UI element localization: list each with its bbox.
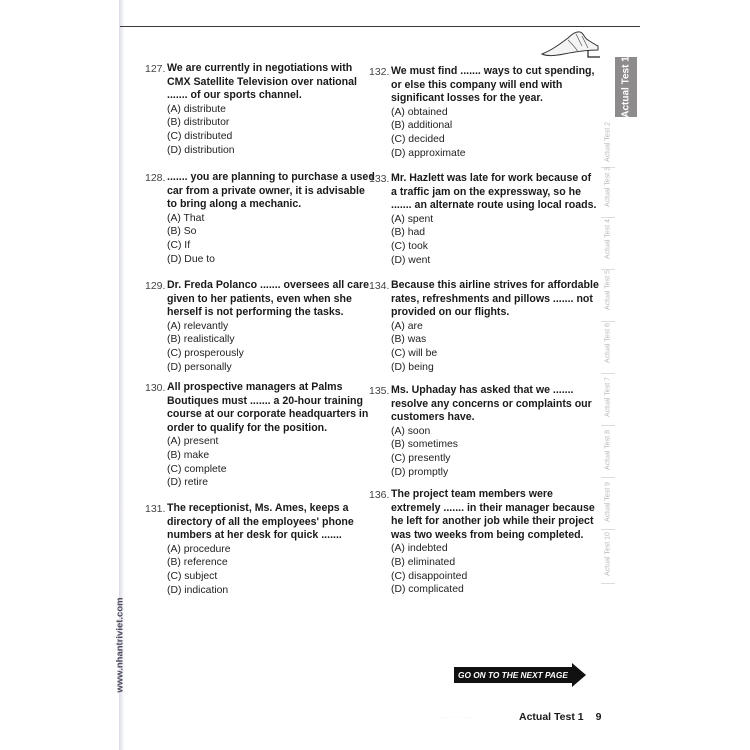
page-number: 9 bbox=[595, 711, 602, 723]
question-text: The project team members were extremely ....... in their manager because he left for another job while their project was two weeks from being completed. bbox=[391, 488, 595, 541]
option-a[interactable]: (A) indebted bbox=[391, 543, 448, 554]
question-134 bbox=[369, 279, 599, 375]
option-c[interactable]: (C) distributed bbox=[167, 131, 233, 143]
option-c[interactable]: (C) decided bbox=[391, 134, 445, 146]
header-rule bbox=[120, 26, 640, 27]
footer-section-title: Actual Test 1 bbox=[519, 711, 584, 723]
arrow-right-icon bbox=[572, 663, 586, 687]
question-135 bbox=[369, 384, 599, 480]
question-number: 136. bbox=[369, 489, 390, 501]
option-d[interactable]: (D) indication bbox=[167, 584, 229, 596]
question-number: 132. bbox=[369, 66, 390, 78]
option-d[interactable]: (D) approximate bbox=[391, 147, 466, 159]
question-127 bbox=[145, 62, 375, 158]
question-text: ....... you are planning to purchase a used car from a private owner, it is advisable to bring along a mechanic. bbox=[167, 171, 375, 210]
option-b[interactable]: (B) distributor bbox=[167, 117, 230, 129]
option-a[interactable]: (A) relevantly bbox=[167, 320, 229, 332]
option-d[interactable]: (D) complicated bbox=[391, 584, 464, 596]
option-a[interactable]: (A) present bbox=[167, 436, 219, 447]
question-number: 128. bbox=[145, 172, 166, 184]
option-b[interactable]: (B) had bbox=[391, 227, 426, 239]
option-c[interactable]: (C) presently bbox=[391, 453, 451, 465]
tab-actual-test-4[interactable] bbox=[600, 214, 616, 264]
option-c[interactable]: (C) prosperously bbox=[167, 348, 244, 360]
tab-label: Actual Test 3 bbox=[604, 167, 612, 207]
option-c[interactable]: (C) If bbox=[167, 240, 191, 252]
question-number: 129. bbox=[145, 280, 166, 292]
option-a[interactable]: (A) procedure bbox=[167, 543, 231, 555]
tab-actual-test-10[interactable] bbox=[600, 529, 616, 579]
next-page-label-bar bbox=[454, 667, 572, 683]
website-watermark bbox=[100, 595, 140, 695]
option-c[interactable]: (C) complete bbox=[167, 463, 227, 475]
question-136 bbox=[369, 488, 599, 597]
question-129 bbox=[145, 279, 375, 375]
option-b[interactable]: (B) eliminated bbox=[391, 556, 456, 568]
option-c[interactable]: (C) took bbox=[391, 241, 428, 253]
question-130 bbox=[145, 381, 375, 490]
watermark-text: www.nhantriviet.com bbox=[114, 597, 126, 693]
question-133 bbox=[369, 172, 599, 268]
option-d[interactable]: (D) retire bbox=[167, 477, 208, 489]
tab-actual-test-2[interactable] bbox=[600, 117, 616, 167]
option-b[interactable]: (B) make bbox=[167, 449, 210, 461]
option-d[interactable]: (D) Due to bbox=[167, 253, 215, 265]
question-text: All prospective managers at Palms Boutiques must ....... a 20-hour training course at our corporate headquarters in order to qualify for the position. bbox=[167, 381, 369, 434]
tab-divider bbox=[601, 583, 615, 584]
tab-actual-test-3[interactable] bbox=[600, 162, 616, 212]
tab-actual-test-5[interactable] bbox=[600, 265, 616, 315]
question-text: We are currently in negotiations with CMX Satellite Television over national ....... of our sports channel. bbox=[167, 62, 357, 101]
question-text: Dr. Freda Polanco ....... oversees all care given to her patients, even when she herself is not performing the tasks. bbox=[167, 279, 369, 318]
question-131 bbox=[145, 502, 375, 598]
question-132 bbox=[369, 65, 599, 161]
option-b[interactable]: (B) So bbox=[167, 226, 197, 238]
question-number: 133. bbox=[369, 173, 390, 185]
option-d[interactable]: (D) being bbox=[391, 361, 434, 373]
question-text: The receptionist, Ms. Ames, keeps a directory of all the employees' phone numbers at her desk for quick ....... bbox=[167, 502, 354, 541]
question-number: 131. bbox=[145, 503, 166, 515]
tab-actual-test-7[interactable] bbox=[600, 372, 616, 422]
page-footer bbox=[519, 711, 601, 723]
option-b[interactable]: (B) reference bbox=[167, 557, 228, 569]
footer-faint-text: ··· ··· ··· bbox=[440, 712, 472, 722]
question-number: 130. bbox=[145, 382, 166, 394]
option-c[interactable]: (C) disappointed bbox=[391, 570, 468, 582]
option-a[interactable]: (A) distribute bbox=[167, 103, 226, 115]
question-number: 134. bbox=[369, 280, 390, 292]
tab-label: Actual Test 7 bbox=[604, 377, 612, 417]
option-a[interactable]: (A) That bbox=[167, 212, 205, 224]
option-a[interactable]: (A) spent bbox=[391, 213, 434, 225]
option-b[interactable]: (B) additional bbox=[391, 120, 453, 132]
test-tabs bbox=[596, 0, 636, 750]
option-c[interactable]: (C) will be bbox=[391, 348, 438, 360]
tab-label: Actual Test 1 bbox=[620, 56, 632, 118]
mascot-illustration-icon bbox=[538, 28, 602, 58]
question-text: We must find ....... ways to cut spending, or else this company will end with significant losses for the year. bbox=[391, 65, 595, 104]
tab-label: Actual Test 6 bbox=[604, 323, 612, 363]
tab-actual-test-1[interactable] bbox=[615, 57, 637, 117]
question-number: 127. bbox=[145, 63, 166, 75]
tab-actual-test-9[interactable] bbox=[600, 477, 616, 527]
tab-label: Actual Test 8 bbox=[604, 430, 612, 470]
option-b[interactable]: (B) was bbox=[391, 334, 427, 346]
option-d[interactable]: (D) distribution bbox=[167, 144, 235, 156]
option-d[interactable]: (D) went bbox=[391, 254, 431, 266]
next-page-arrow[interactable] bbox=[454, 663, 586, 687]
option-b[interactable]: (B) realistically bbox=[167, 334, 235, 346]
option-d[interactable]: (D) promptly bbox=[391, 466, 449, 478]
option-a[interactable]: (A) are bbox=[391, 320, 423, 332]
tab-actual-test-8[interactable] bbox=[600, 425, 616, 475]
tab-label: Actual Test 2 bbox=[604, 122, 612, 162]
tab-label: Actual Test 9 bbox=[604, 482, 612, 522]
option-a[interactable]: (A) soon bbox=[391, 425, 431, 437]
question-text: Mr. Hazlett was late for work because of a traffic jam on the expressway, so he ....... an alternate route using local roads. bbox=[391, 172, 597, 211]
option-c[interactable]: (C) subject bbox=[167, 571, 218, 583]
tab-label: Actual Test 5 bbox=[604, 270, 612, 310]
option-d[interactable]: (D) personally bbox=[167, 361, 232, 373]
question-128 bbox=[145, 171, 375, 267]
question-text: Ms. Uphaday has asked that we ....... resolve any concerns or complaints our customers have. bbox=[391, 384, 592, 423]
tab-label: Actual Test 10 bbox=[604, 532, 612, 576]
question-text: Because this airline strives for affordable rates, refreshments and pillows ....... not provided on our flights. bbox=[391, 279, 599, 318]
option-b[interactable]: (B) sometimes bbox=[391, 439, 458, 451]
tab-actual-test-6[interactable] bbox=[600, 318, 616, 368]
tab-label: Actual Test 4 bbox=[604, 219, 612, 259]
option-a[interactable]: (A) obtained bbox=[391, 106, 448, 118]
question-number: 135. bbox=[369, 385, 390, 397]
next-page-label: GO ON TO THE NEXT PAGE bbox=[458, 670, 568, 680]
